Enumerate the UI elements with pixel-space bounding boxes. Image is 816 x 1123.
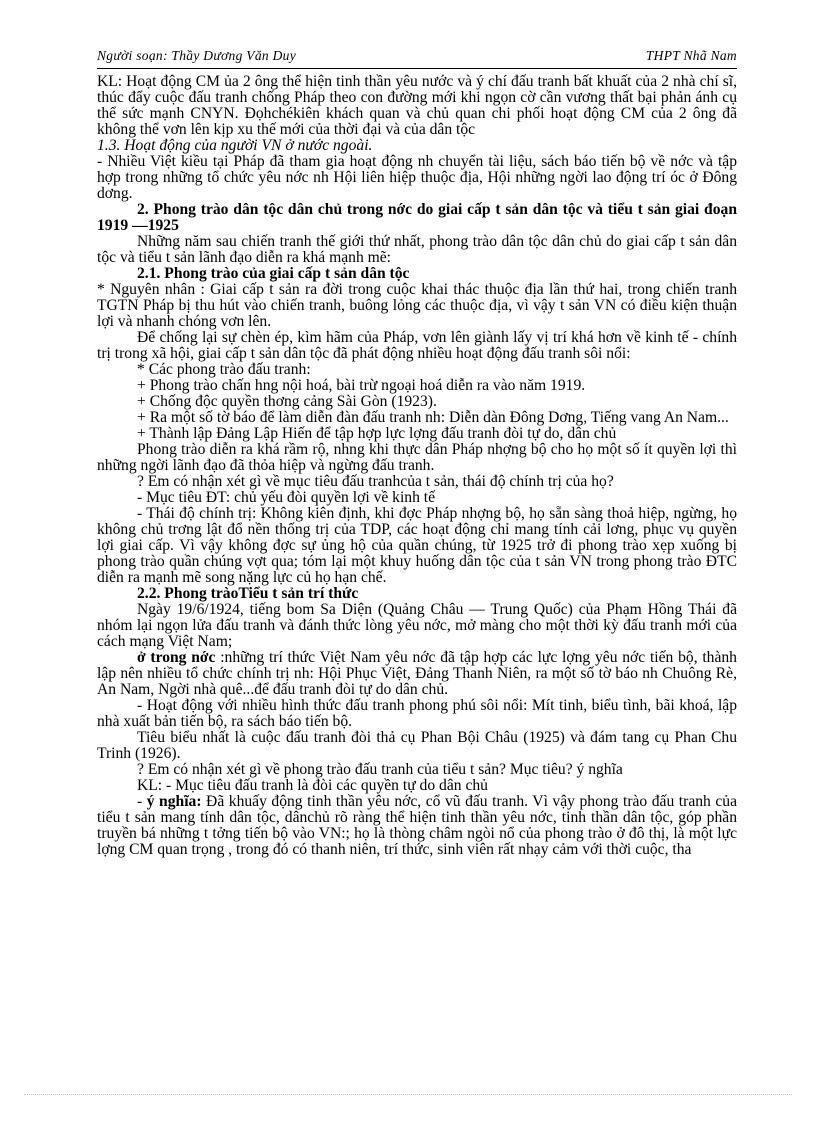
question: ? Em có nhận xét gì về mục tiêu đấu tranhcủa t sản, thái độ chính trị của họ? bbox=[137, 473, 614, 490]
meaning-text: Đã khuấy động tinh thần yêu nớc, cổ vũ đấu tranh. Vì vậy phong trào đấu tranh của tiểu t sản mang tính dân tộc, dânchủ rõ ràng thể hiện tinh thần yêu nớc, tinh thần dân tộc, góp phần truyền bá những t tởng tiến bộ vào VN:; họ là thòng châm ngòi nổ của phong trào ở đô thị, là một lực lợng CM quan trọng , trong đó có thanh niên, trí thức, sinh viên rất nhạy cảm với thời cuộc, tha bbox=[97, 793, 738, 858]
document-body bbox=[97, 74, 737, 858]
page-header bbox=[97, 48, 737, 69]
paragraph-meaning bbox=[97, 794, 737, 858]
header-school: THPT Nhã Nam bbox=[645, 48, 737, 63]
paragraph-goal: - Mục tiêu ĐT: chủ yếu đòi quyền lợi về kinh tế bbox=[137, 489, 436, 506]
paragraph-intro: Những năm sau chiến tranh thế giới thứ nhất, phong trào dân tộc dân chủ do giai cấp t sản dân tộc và tiểu t sản lãnh đạo diễn ra khá mạnh mẽ: bbox=[97, 233, 737, 266]
paragraph-domestic bbox=[97, 650, 737, 698]
page-bottom-divider bbox=[24, 1094, 792, 1095]
paragraph-sa-dien: Ngày 19/6/1924, tiếng bom Sa Diện (Quảng Châu — Trung Quốc) của Phạm Hồng Thái đã nhóm lại ngọn lửa đấu tranh và đánh thức lòng yêu nớc, mở màng cho một thời kỳ đấu tranh mới của cách mạng Việt Nam; bbox=[97, 601, 737, 650]
domestic-text: :những trí thức Việt Nam yêu nớc đã tập hợp các lực lợng yêu nớc tiến bộ, thành lập nên nhiều tổ chức chính trị nh: Hội Phục Việt, Đảng Thanh Niên, ra một số tờ báo nh Chuông Rè, An Nam, Ngời nhà quê...để đấu tranh đòi tự do dân chủ. bbox=[97, 649, 737, 698]
header-author: Người soạn: Thầy Dương Văn Duy bbox=[97, 48, 297, 63]
heading-2-2: 2.2. Phong tràoTiểu t sản trí thức bbox=[137, 585, 359, 602]
domestic-label: ở trong nớc bbox=[137, 649, 216, 666]
paragraph-activities: - Hoạt động với nhiều hình thức đấu tranh phong phú sôi nổi: Mít tinh, biểu tình, bãi khoá, lập nhà xuất bản tiến bộ, ra sách báo tiến bộ. bbox=[97, 697, 737, 730]
list-item: + Thành lập Đảng Lập Hiến để tập hợp lực lợng đấu tranh đòi tự do, dân chủ bbox=[137, 425, 617, 442]
paragraph-attitude: - Thái độ chính trị: Không kiên định, khi đợc Pháp nhợng bộ, họ sẵn sàng thoả hiệp, ngừng, họ không chủ trơng lật đổ nền thống trị của TDP, các hoạt động chỉ mang tính cải lơng, phục vụ quyền lợi giai cấp. Vì vậy không đợc sự ủng hộ của quần chúng, từ 1925 trở đi phong trào xẹp xuống bị phong trào quần chúng vợt qua; tóm lại một khuy huống dân tộc của t sản VN trong phong trào ĐTC diễn ra mạnh mẽ song nặng lực củ họ hạn chế. bbox=[97, 505, 737, 586]
heading-section-2: 2. Phong trào dân tộc dân chủ trong nớc do giai cấp t sản dân tộc và tiểu t sản giai đoạn 1919 —1925 bbox=[97, 201, 737, 234]
paragraph-kl-goal: KL: - Mục tiêu đấu tranh là đòi các quyền tự do dân chủ bbox=[137, 777, 488, 794]
paragraph-oppose: Để chống lại sự chèn ép, kìm hãm của Pháp, vơn lên giành lấy vị trí khá hơn về kinh tế - chính trị trong xã hội, giai cấp t sản dân tộc đã phát động nhiều hoạt động đấu tranh sôi nổi: bbox=[97, 329, 737, 362]
paragraph-conclusion: KL: Hoạt động CM ủa 2 ông thể hiện tinh thần yêu nước và ý chí đấu tranh bất khuất của 2 nhà chí sĩ, thúc đẩy cuộc đấu tranh chống Pháp theo con đường mới khi ngọn cờ cần vương thất bại phản ánh cụ thể sức mạnh CNYN. Đọhchékiên khách quan và chủ quan chi phối hoạt động CM của 2 ông đã không thể vơn lên kịp xu thế mới của thời đại và của dân tộc bbox=[97, 73, 737, 138]
meaning-dash: - bbox=[137, 793, 147, 810]
question: ? Em có nhận xét gì về phong trào đấu tranh của tiểu t sản? Mục tiêu? ý nghĩa bbox=[137, 761, 623, 778]
paragraph-viet-kieu: - Nhiều Việt kiều tại Pháp đã tham gia hoạt động nh chuyển tài liệu, sách báo tiến bộ về nớc và tập hợp trong những tổ chức yêu nớc nh Hội liên hiệp thuộc địa, Hội những ngời lao động trí óc ở Đông dơng. bbox=[97, 153, 737, 202]
list-item: + Chống độc quyền thơng cảng Sài Gòn (1923). bbox=[137, 393, 437, 410]
list-item: + Phong trào chấn hng nội hoá, bài trừ ngoại hoá diễn ra vào năm 1919. bbox=[137, 377, 586, 394]
list-item: + Ra một số tờ báo để làm diễn đàn đấu tranh nh: Diễn dàn Đông Dơng, Tiếng vang An Nam... bbox=[137, 409, 729, 426]
heading-2-1: 2.1. Phong trào của giai cấp t sản dân tộc bbox=[137, 265, 410, 282]
subheading-1-3: 1.3. Hoạt động của người VN ở nước ngoài. bbox=[97, 137, 373, 154]
paragraph-cause: * Nguyên nhân : Giai cấp t sản ra đời trong cuộc khai thác thuộc địa lần thứ hai, trong chiến tranh TGTN Pháp bị thu hút vào chiến tranh, buông lỏng các thuộc địa, vì vậy t sản VN có điều kiện thuận lợi và nhanh chóng vơn lên. bbox=[97, 281, 737, 330]
meaning-label: ý nghĩa: bbox=[146, 793, 202, 810]
paragraph-movement: Phong trào diễn ra khá rầm rộ, nhng khi thực dân Pháp nhợng bộ cho họ một số ít quyền lợi thì những ngời lãnh đạo đã thỏa hiệp và ngừng đấu tranh. bbox=[97, 441, 737, 474]
paragraph-typical: Tiêu biểu nhất là cuộc đấu tranh đòi thả cụ Phan Bội Châu (1925) và đám tang cụ Phan Chu Trinh (1926). bbox=[97, 729, 737, 762]
list-heading-movements: * Các phong trào đấu tranh: bbox=[137, 361, 311, 378]
